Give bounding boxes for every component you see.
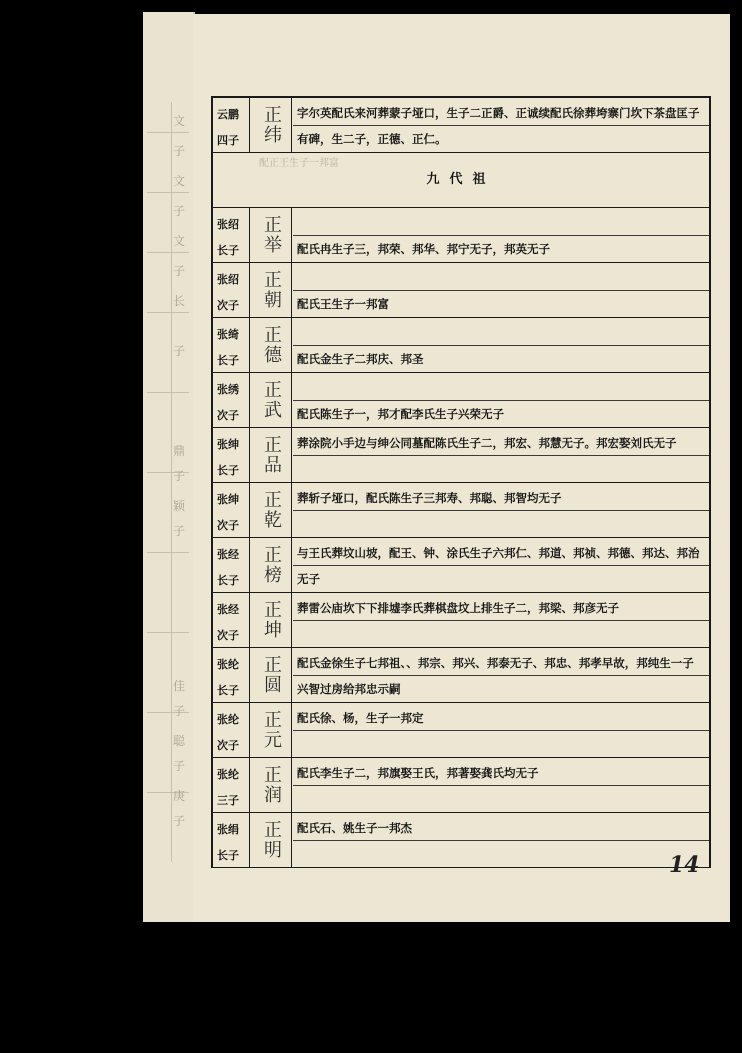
- line-rule: [293, 345, 709, 346]
- record-text: [293, 538, 709, 592]
- birth-order: 长子: [217, 244, 239, 257]
- father-name: 张绮: [217, 328, 239, 341]
- record-line-2: 配氏冉生子三，邦荣、邦华、邦宁无子，邦英无子: [297, 242, 550, 256]
- relation-cell: [213, 593, 250, 647]
- relation-cell: [213, 703, 250, 757]
- margin-glyph: 聪: [173, 734, 186, 748]
- line-rule: [293, 730, 709, 731]
- person-name: 正武: [251, 373, 292, 427]
- bleed-through-text: 配正王生子一邦富: [259, 158, 339, 169]
- margin-glyph: 颖: [173, 499, 186, 513]
- father-name: 张绍: [217, 273, 239, 286]
- table-row: [213, 318, 709, 373]
- table-row: [213, 813, 709, 868]
- record-line-1: 配氏金徐生子七邦祖、、邦宗、邦兴、邦泰无子、邦忠、邦孝早故，邦纯生一子: [297, 656, 694, 670]
- margin-glyph: 文: [173, 114, 186, 128]
- margin-glyph: 鼎: [173, 444, 186, 458]
- margin-glyph: 子: [173, 144, 186, 158]
- record-line-2: 配氏王生子一邦富: [297, 297, 389, 311]
- table-row: [213, 428, 709, 483]
- birth-order: 长子: [217, 684, 239, 697]
- relation-cell: [213, 318, 250, 372]
- table-row: [213, 758, 709, 813]
- adjacent-page-rule: [147, 132, 189, 133]
- adjacent-page-rule: [147, 192, 189, 193]
- person-name: 正纬: [251, 98, 292, 152]
- record-text: [293, 263, 709, 317]
- person-name: 正润: [251, 758, 292, 812]
- record-line-1: 字尔英配氏来河葬蒙子垭口，生子二正爵、正诚续配氏徐葬垮寨门坎下茶盘匡子: [297, 106, 700, 120]
- father-name: 张绅: [217, 438, 239, 451]
- birth-order: 四子: [217, 134, 239, 147]
- line-rule: [293, 125, 709, 126]
- birth-order: 次子: [217, 299, 239, 312]
- record-text: [293, 428, 709, 482]
- record-line-1: 葬雷公庙坎下下排墟李氏葬棋盘坟上排生子二，邦梁、邦彦无子: [297, 601, 619, 615]
- line-rule: [293, 675, 709, 676]
- line-rule: [293, 510, 709, 511]
- father-name: 张纶: [217, 768, 239, 781]
- person-name: 正榜: [251, 538, 292, 592]
- page-number: 14: [669, 852, 700, 878]
- adjacent-page-rule: [147, 552, 189, 553]
- relation-cell: [213, 208, 250, 262]
- margin-glyph: 子: [173, 524, 186, 538]
- margin-glyph: 庚: [173, 789, 186, 803]
- record-line-1: 葬斩子垭口，配氏陈生子三邦寿、邦聪、邦智均无子: [297, 491, 562, 505]
- record-line-2: 兴智过房给邦忠示嗣: [297, 682, 401, 696]
- record-line-1: 配氏石、姚生子一邦杰: [297, 821, 412, 835]
- birth-order: 次子: [217, 409, 239, 422]
- table-row: [213, 263, 709, 318]
- line-rule: [293, 840, 709, 841]
- relation-cell: [213, 373, 250, 427]
- margin-glyph: 佳: [173, 679, 186, 693]
- birth-order: 次子: [217, 519, 239, 532]
- record-text: [293, 98, 709, 152]
- table-row: [213, 593, 709, 648]
- line-rule: [293, 565, 709, 566]
- birth-order: 次子: [217, 739, 239, 752]
- father-name: 张绍: [217, 218, 239, 231]
- line-rule: [293, 455, 709, 456]
- table-row: [213, 483, 709, 538]
- person-name: 正坤: [251, 593, 292, 647]
- margin-glyph: 子: [173, 469, 186, 483]
- adjacent-page-rule: [147, 312, 189, 313]
- section-title: 九代祖: [426, 172, 496, 187]
- father-name: 张绅: [217, 493, 239, 506]
- person-name: 正明: [251, 813, 292, 867]
- section-heading: [213, 153, 709, 208]
- record-text: [293, 593, 709, 647]
- record-text: [293, 318, 709, 372]
- record-text: [293, 373, 709, 427]
- relation-cell: [213, 758, 250, 812]
- person-name: 正朝: [251, 263, 292, 317]
- person-name: 正元: [251, 703, 292, 757]
- birth-order: 长子: [217, 464, 239, 477]
- margin-glyph: 子: [173, 204, 186, 218]
- table-row: [213, 703, 709, 758]
- relation-cell: [213, 813, 250, 867]
- person-name: 正举: [251, 208, 292, 262]
- birth-order: 次子: [217, 629, 239, 642]
- margin-glyph: 子: [173, 344, 186, 358]
- margin-glyph: 长: [173, 294, 186, 308]
- birth-order: 长子: [217, 849, 239, 862]
- line-rule: [293, 235, 709, 236]
- adjacent-page-rule: [171, 102, 172, 862]
- adjacent-page-text: [143, 12, 193, 922]
- relation-cell: [213, 428, 250, 482]
- relation-cell: [213, 648, 250, 702]
- father-name: 张经: [217, 603, 239, 616]
- table-row: [213, 96, 709, 153]
- record-text: [293, 208, 709, 262]
- record-text: [293, 648, 709, 702]
- record-line-2: 无子: [297, 572, 320, 586]
- line-rule: [293, 290, 709, 291]
- father-name: 张绢: [217, 823, 239, 836]
- record-line-1: 与王氏葬坟山坡，配王、钟、涂氏生子六邦仁、邦道、邦祯、邦德、邦达、邦治: [297, 546, 700, 560]
- person-name: 正乾: [251, 483, 292, 537]
- record-text: [293, 758, 709, 812]
- table-row: [213, 208, 709, 263]
- adjacent-page-rule: [147, 392, 189, 393]
- person-name: 正品: [251, 428, 292, 482]
- record-text: [293, 483, 709, 537]
- margin-glyph: 子: [173, 704, 186, 718]
- adjacent-page-rule: [147, 632, 189, 633]
- margin-glyph: 子: [173, 264, 186, 278]
- record-line-1: 葬涂院小手边与绅公同墓配陈氏生子二，邦宏、邦慧无子。邦宏娶刘氏无子: [297, 436, 677, 450]
- person-name: 正圆: [251, 648, 292, 702]
- line-rule: [293, 620, 709, 621]
- adjacent-page-margin: [143, 12, 195, 922]
- margin-glyph: 文: [173, 234, 186, 248]
- father-name: 张纶: [217, 658, 239, 671]
- person-name: 正德: [251, 318, 292, 372]
- relation-cell: [213, 538, 250, 592]
- margin-glyph: 文: [173, 174, 186, 188]
- father-name: 张纶: [217, 713, 239, 726]
- table-row: [213, 373, 709, 428]
- record-line-2: 配氏金生子二邦庆、邦圣: [297, 352, 424, 366]
- record-line-1: 配氏徐、杨，生子一邦定: [297, 711, 424, 725]
- margin-glyph: 子: [173, 759, 186, 773]
- record-line-1: 配氏李生子二，邦旗娶王氏，邦著娶龚氏均无子: [297, 766, 539, 780]
- record-line-2: 配氏陈生子一，邦才配李氏生子兴荣无子: [297, 407, 504, 421]
- relation-cell: [213, 483, 250, 537]
- genealogy-table: [211, 96, 711, 868]
- table-row: [213, 538, 709, 593]
- record-text: [293, 813, 709, 867]
- table-row: [213, 648, 709, 703]
- birth-order: 长子: [217, 354, 239, 367]
- margin-glyph: 子: [173, 814, 186, 828]
- record-line-2: 有碑，生二子，正德、正仁。: [297, 132, 447, 146]
- birth-order: 长子: [217, 574, 239, 587]
- adjacent-page-rule: [147, 252, 189, 253]
- birth-order: 三子: [217, 794, 239, 807]
- relation-cell: [213, 98, 250, 152]
- father-name: 云鹏: [217, 108, 239, 121]
- genealogy-page: [193, 14, 730, 922]
- record-text: [293, 703, 709, 757]
- relation-cell: [213, 263, 250, 317]
- line-rule: [293, 785, 709, 786]
- father-name: 张绣: [217, 383, 239, 396]
- line-rule: [293, 400, 709, 401]
- father-name: 张经: [217, 548, 239, 561]
